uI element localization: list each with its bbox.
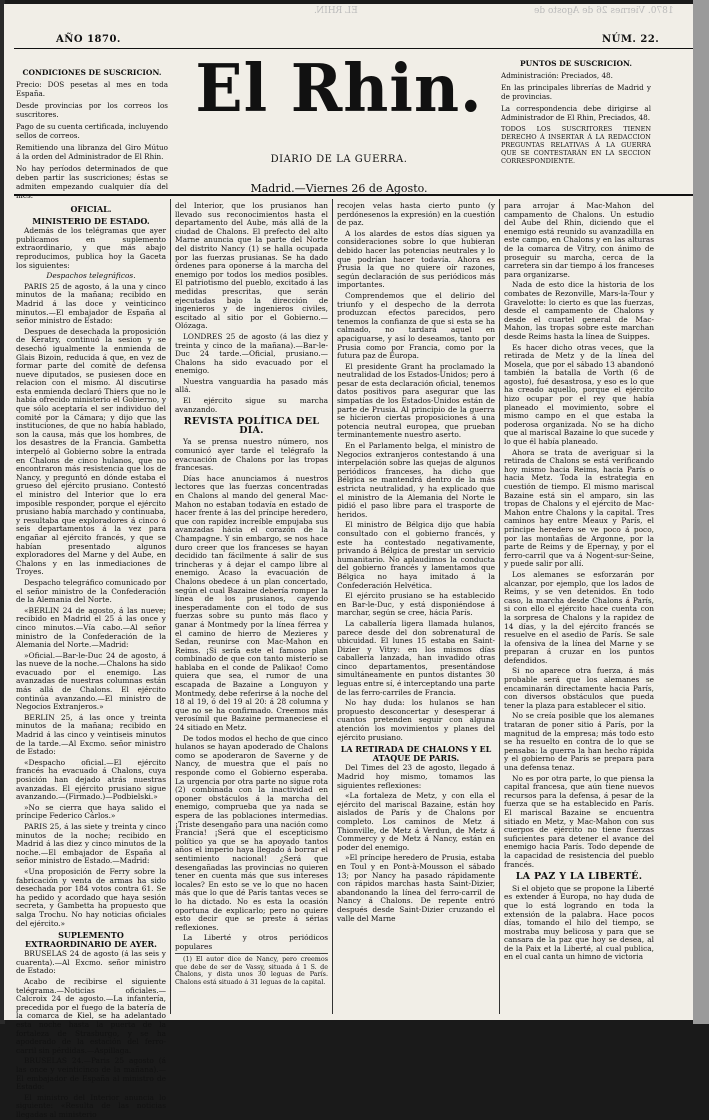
box-text: Pago de su cuenta certificada, incluyendo sellos de correos. xyxy=(16,122,168,140)
article-paragraph: recojen velas hasta cierto punto (y perdónesenos la expresión) en la cuestión de paz. xyxy=(337,201,495,228)
article-paragraph: Ahora se trata de averiguar si la retirada de Chalons se está verificando hoy mismo hacia Reims, hacia París o hacia Metz. Toda la estrategia en cuestión de tiempo. El mismo mariscal Bazaine está sin el amparo, sin las tropas de Chalons y el ejército de Mac-Mahon entre Chalons y la capital. Tres caminos hay entre Meaux y París, el príncipe heredero se ve poco á poco, por las montañas de Argonne, por la parte de Reims y de Epernay, y por el ferro-carril que va á Nogent-sur-Seine, y puede salir por allí. xyxy=(504,447,654,569)
article-paragraph: A los alardes de estos días siguen ya consideraciones sobre lo que hubieran debido hacer las potencias neutrales y lo que podrían hacer todavía. Ahora es Prusia la que no quiere oír razones, según declaración de sus periódicos más importantes. xyxy=(337,228,495,290)
bleed-through-date: 1870. Viernes 26 de Agosto de xyxy=(534,6,674,16)
article-paragraph: BRUSELAS 24 de agosto (á las seis y cuarenta).—Al Excmo. señor ministro de Estado: xyxy=(16,949,166,976)
article-paragraph: No se creía posible que los alemanes trataran de poner sitio á París, por la magnitud de la empresa; más todo esto se ha resuelto en contra de lo que se pensaba: la guerra la han hecho rápida y el gobierno de París se prepara para una defensa tenaz. xyxy=(504,711,654,772)
box-title: PUNTOS DE SUSCRICION. xyxy=(519,59,633,68)
article-paragraph: El ministro de Bélgica dijo que había consultado con el gobierno francés, y este ha contestado negativamente, privando á Bélgica de prestar un servicio humanitario. No aplaudimos la conducta del gobierno francés y lamentamos que Bélgica no haya imitado á la Confederación Helvética. xyxy=(337,520,495,590)
article-paragraph: Despues de desechada la proposición de Keratry, continuó la sesion y se desechó igualmente la enmienda de Glais Bizoin, reducida á que, en vez de formar parte del comité de defensa nueve diputados, se pusiesen doce en relacion con el mismo. Al discutirse esta enmienda declaró Thiers que no le había ofrecido ministerio el Gobierno, y que sólo aceptaría el ser individuo del comité por la Cámara; y dijo que las instituciones, de que no había hablado, son la causa, más que los hombres, de los desastres de la Francia. Gambetta interpeló al Gobierno sobre la entrada en Chalons de cinco hulanos, que no encontraron más resistencia que los de Nancy, y preguntó en dónde estaba el grueso del ejército prusiano. Contestó el ministro del Interior que lo era imposible responder, porque el ejército prusiano había marchado y continuaba, y resultaba que exploradores á cinco ó seis departamentos á la vez para engañar al ejército francés, y que se habían presentado algunos exploradores del Marne y del Aube, en Chalons y en las inmediaciones de Troyes. xyxy=(16,326,166,577)
box-text: Precio: DOS pesetas al mes en toda España. xyxy=(16,80,168,98)
article-paragraph: Además de los telégramas que ayer publicamos en suplemento extraordinario, y que más abajo reproducimos, publica hoy la Gaceta los siguientes: xyxy=(16,226,166,270)
article-paragraph: Acabo de recibirse el siguiente telégrama.—Noticias oficiales.—Calcroix 24 de agosto.—La infantería, precedida por el fuego de la batería de la comarca de Kiel, se ha adelantado esta noche hasta la puerta de la fortaleza de Strasburgo, y se ha apoderado de la estación del ferro-carril sin pérdidas.—Aspillaga. xyxy=(16,977,166,1055)
article-paragraph: »Oficial.—Bar-le-Duc 24 de agosto, á las nueve de la noche.—Chalons ha sido evacuado por el enemigo. Las avanzadas de nuestras columnas están más allá de Chalons. El ejército continúa avanzando.—El ministro de Negocios Extranjeros.» xyxy=(16,650,166,712)
article-paragraph: De todos modos el hecho de que cinco hulanos se hayan apoderado de Chalons como se apoderaron de Saverne y de Nancy, de muestra que el país no responde como el Gobierno esperaba. La urgencia por otra parte no sigue rota (2) combinada con la inactividad en oponer obstáculos á la marcha del enemigo, comprueba que ya nada se espera de las poblaciones intermedias. ¡Triste desengaño para una nación como Francia! ¡Será que el escepticismo político ya que se ha apoyado tantos años el imperio haya llegado á borrar el sentimiento nacional! ¿Será que desengañadas las provincias no quieren tener en cuenta más que sus intereses locales? En esto se ve lo que no hacen más que lo que dé París tantas veces se lo ha dictado. No es esta la ocasión oportuna de explicarlo; pero no quiere esto decir que se preste á sérias reflexiones. xyxy=(175,733,328,932)
article-paragraph: Nuestra vanguardia ha pasado más allá. xyxy=(175,376,328,395)
section-heading: OFICIAL. xyxy=(70,204,112,214)
newspaper-page xyxy=(4,4,704,1119)
article-paragraph: «Una proposición de Ferry sobre la fabricación y venta de armas ha sido desechada por 184 votos contra 61. Se ha pedido y acordado que haya sesión secreta, y Gambetta ha propuesto que salga Trochu. No hay noticias oficiales del ejército.» xyxy=(16,866,166,928)
masthead-subtitle: DIARIO DE LA GUERRA. xyxy=(270,154,408,165)
column-divider xyxy=(499,199,500,1014)
article-paragraph: Ya se prensa nuestro número, nos comunicó ayer tarde el telégrafo la evacuación de Chalons por las tropas francesas. xyxy=(175,437,328,473)
box-title: CONDICIONES DE SUSCRICION. xyxy=(22,68,162,77)
article-paragraph: »No se cierra que haya salido el príncipe Federico Cárlos.» xyxy=(16,802,166,821)
article-paragraph: Comprendemos que el delirio del triunfo y el despecho de la derrota produzcan efectos parecidos, pero tenemos la confianza de que si esta se ha calmado, no tardará aquel en apaciguarse, y así lo deseamos, tanto por Prusia como por Francia, como por la futura paz de Europa. xyxy=(337,290,495,361)
section-heading: LA RETIRADA DE CHALONS Y EL ATAQUE DE PARIS. xyxy=(340,744,492,763)
article-paragraph: «Despacho oficial.—El ejército francés ha evacuado á Chalons, cuya posición han dejado atrás nuestras avanzadas. El ejército prusiano sigue avanzando.—(Firmado.)—Podbielski.» xyxy=(16,757,166,802)
dateline: Madrid.—Viernes 26 de Agosto. xyxy=(250,182,428,195)
masthead-title: El Rhin. xyxy=(195,50,483,127)
article-paragraph: Días hace anunciamos á nuestros lectores que las fuerzas concentradas en Chalons al mando del general Mac-Mahon no estaban todavía en estado de hacer frente á las del príncipe heredero, que con rapidez increíble empujaba sus avanzadas hácia el corazón de la Champagne. Y sin embargo, se nos hace duro creer que los franceses se hayan decidido tan fácilmente á salir de sus trincheras y á dejar el campo libre al enemigo. Acaso la evacuación de Chalons obedece á un plan concertado, según el cual Bazaine debería romper la línea de los prusianos, cayendo inesperadamente con el todo de sus fuerzas sobre su punto más flaco y ganar á Montmedy por la línea férrea y el camino de hierro de Mezieres y Sedan, reunirse con Mac-Mahon en Reims. ¡Si sería este el famoso plan combinado de que con tanto misterio se hablaba en el conde de Palikao! Como quiera que sea, el rumor de una escapada de Bazaine a Longuyon y Montmedy, debe referirse á la noche del 18 al 19, ó del 19 al 20: á 28 columna y que no se ha confirmado. Creemos más verosímil que Bazaine permaneciese el 24 sitiado en Metz. xyxy=(175,473,328,733)
section-heading: LA PAZ Y LA LIBERTÉ. xyxy=(515,871,643,883)
article-paragraph: PARIS 25, á las siete y treinta y cinco minutos de la noche; recibido en Madrid á las diez y cinco minutos de la noche.—El embajador de España al señor ministro de Estado.—Madrid: xyxy=(16,821,166,866)
box-text: La correspondencia debe dirigirse al Administrador de El Rhin, Preciados, 48. xyxy=(501,104,651,122)
issue-number: NÚM. 22. xyxy=(602,34,660,45)
article-paragraph: PARIS 25 de agosto, á la una y cinco minutos de la mañana; recibido en Madrid á las doce y veinticinco minutos.—El embajador de España al señor ministro de Estado: xyxy=(16,281,166,326)
article-paragraph: LONDRES 25 de agosto (á las diez y treinta y cinco de la mañana).—Bar-le-Duc 24 tarde.—Oficial, prusiano.—Chalons ha sido evacuado por el enemigo. xyxy=(175,331,328,376)
year-label: AÑO 1870. xyxy=(56,34,121,45)
article-paragraph: El ministro del Interior anuncia lo siguiente: «Resulta de las noticias llegadas al ministerio xyxy=(16,1092,166,1119)
section-heading: MINISTERIO DE ESTADO. xyxy=(32,215,150,226)
article-paragraph: No hay duda: los hulanos se han propuesto desconcertar y desesperar á cuantos pretenden seguir con alguna atención los movimientos y planes del ejército prusiano. xyxy=(337,698,495,742)
column-4 xyxy=(504,202,654,1017)
section-heading: SUPLEMENTO EXTRAORDINARIO DE AYER. xyxy=(25,930,157,949)
box-text: Remitiendo una libranza del Giro Mútuo á la orden del Administrador de El Rhin. xyxy=(16,143,168,161)
column-divider xyxy=(332,199,333,1014)
article-paragraph: La Liberté y otros periódicos populares xyxy=(175,933,328,951)
article-paragraph: El presidente Grant ha proclamado la neutralidad de los Estados-Unidos; pero á pesar de esta declaración oficial, tenemos datos positivos para asegurar que las simpatías de los Estados-Unidos están de parte de Prusia. Al principio de la guerra se hicieron ciertas proposiciones á una potencia neutral europea, que prueban terminantemente nuestro aserto. xyxy=(337,361,495,440)
article-paragraph: «La fortaleza de Metz, y con ella el ejército del mariscal Bazaine, están hoy aislados de París y de Chalons por completo. Los caminos de Metz á Thionville, de Metz á Verdun, de Metz á Commercy y de Metz á Nancy, están en poder del enemigo. xyxy=(337,791,495,852)
article-paragraph: «BERLIN 24 de agosto, á las nueve; recibido en Madrid el 25 á las once y cinco minutos.—Vía cabo.—Al señor ministro de la Confederación de la Alemania del Norte.—Madrid: xyxy=(16,605,166,650)
article-paragraph: para arrojar á Mac-Mahon del campamento de Chalons. Un estudio del Aube del Rhin, diciendo que el enemigo está reunido su avanzadilla en este campo, en Chalons y en las alturas de la comarca de Vitry, con ánimo de proseguir su marcha, cerca de la carretera sin dar tiempo á los franceses para organizarse. xyxy=(504,201,654,279)
box-text: Desde provincias por los correos los suscritores. xyxy=(16,101,168,119)
top-rule xyxy=(14,48,696,49)
box-text: TODOS LOS SUSCRITORES TIENEN DERECHO Á INSERTAR Á LA REDACCION PREGUNTAS RELATIVAS Á LA GUERRA QUE SE CONTESTARÁN EN LA SECCION CORRESPONDIENTE. xyxy=(501,125,651,165)
column-divider xyxy=(170,199,171,1014)
article-paragraph: No es por otra parte, lo que piensa la capital francesa, que aún tiene nuevos recursos para la defensa, á pesar de la fuerza que se ha establecido en París. El mariscal Bazaine se encuentra sitiado en Metz, y Mac-Mahon con sus cuerpos de ejército no tiene fuerzas suficientes para detener el avance del enemigo hacia París. Todo depende de la capacidad de resistencia del pueblo francés. xyxy=(504,773,654,869)
box-text: No hay períodos determinados de que deben partir las suscriciones; éstas se admiten empezando cualquier día del xyxy=(16,164,168,191)
box-text: En las principales librerías de Madrid y de provincias. xyxy=(501,83,651,101)
article-paragraph: del Interior, que los prusianos han llevado sus reconocimientos hasta el departamento del Aube, más allá de la ciudad de Chalons. El prefecto del alto Marne anuncia que la parte del Norte del distrito Nancy (1) se halla ocupada por las fuerzas prusianas. Se ha dado órdenes para oponerse á la marcha del enemigo por todos los medios posibles. El patriotismo del pueblo, excitado á las medidas prescritas, que serán ejecutadas bajo la dirección de ingenieros y de ingenieros civiles, escitado al sitio por el Gobierno.—Olózaga. xyxy=(175,201,328,331)
section-heading: REVISTA POLÍTICA DEL DIA. xyxy=(183,416,320,436)
article-paragraph: El ejército prusiano se ha establecido en Bar-le-Duc, y está disponiéndose á marchar, según se cree, hácia París. xyxy=(337,591,495,618)
column-1 xyxy=(16,202,166,1119)
article-paragraph: La caballería ligera llamada hulanos, parece desde del don sobrenatural de ubicuidad. El lunes 15 estaba en Saint-Dizier y Vitry: en los mismos días caballería lanzada, han invadido otras cinco departamentos, presentándose simultáneamente en puntos distantes 30 leguas entre sí, é interceptando una parte de las ferro-carriles de Francia. xyxy=(337,618,495,697)
subscription-conditions-box xyxy=(16,68,168,203)
article-paragraph: Si no aparece otra fuerza, á más probable será que los alemanes se encaminarán directamente hacia París, con diversos obstáculos que pueda tener la plaza para establecer el sitio. xyxy=(504,666,654,710)
column-2 xyxy=(175,202,328,1017)
column-3 xyxy=(337,202,495,1017)
article-paragraph: El ejército sigue su marcha avanzando. xyxy=(175,396,328,414)
article-paragraph: Es hacer dicho otras veces, que la retirada de Metz y de la línea del Mosela, que por el sábado 13 abandonó también la batalla de Vorth (6 de agosto), fué desastrosa, y eso es lo que ha creado aquello, porque el ejército hizo ocupar por el rey que había planeado el movimiento, sobre el mismo campo en el que estaba la poderosa organizada. No se ha dicho que al mariscal Bazaine lo que sucede y lo que él había planeado. xyxy=(504,342,654,447)
article-paragraph: BERLIN 25, á las once y treinta minutos de la mañana; recibido en Madrid á las cinco y veintiseis minutos de la tarde.—Al Excmo. señor ministro de Estado: xyxy=(16,712,166,757)
footnote: (1) El autor dice de Nancy, pero creemos que debe de ser de Vassy, situada á 1 S. de Chalons, y dista unos 30 leguas de París. Chalons está situado á 31 leguas de la capital. xyxy=(175,955,328,986)
article-paragraph: BRUSELAS 24.—Paris 25 agosto (á las once y veinticinco de la mañana).—El embajador de España al ministro de Estado: xyxy=(16,1056,166,1092)
subscription-points-box xyxy=(501,59,651,168)
bleed-through-title: EL RHIN. xyxy=(314,6,358,16)
scan-right-edge xyxy=(693,0,709,1024)
article-paragraph: Los alemanes se esforzarán por alcanzar, por ejemplo, que los lados de Reims, y se ven detenidos. En todo caso, la marcha desde Chalons á París, si con ello el ejército hace cuenta con la sorpresa de Chalons y la rapidez de 14 días, y la del ejército francés se resuelve en el asedio de París. Se sale la ofensiva de la línea del Marne y se preparan á cruzar en los puntos defendidos. xyxy=(504,569,654,665)
article-paragraph: Si el objeto que se propone la Liberté es extender á Europa, no hay duda de que lo está logrando en toda la extensión de la palabra. Hace pocos días, tomando el hilo del tiempo, se mostraba muy belicosa y para que se cansara de la paz que hoy se desea, al de la Paix et la Liberté, al cual publica, en el cual canta un himno de victoria xyxy=(504,883,654,962)
article-paragraph: »El príncipe heredero de Prusia, estaba en Toul y en Pont-à-Mousson el sábado 13; por Nancy ha pasado rápidamente con rápidos marchas hasta Saint-Dizier, abandonando la línea del ferro-carril de Nancy á Chalons. De repente entró después desde Saint-Dizier cruzando el valle del Marne xyxy=(337,853,495,923)
subheading: Despachos telegráficos. xyxy=(46,271,136,281)
box-text: Administración: Preciados, 48. xyxy=(501,71,613,80)
article-paragraph: Despacho telegráfico comunicado por el señor ministro de la Confederación de la Alemania del Norte. xyxy=(16,577,166,605)
article-paragraph: Nada de esto dice la historia de los combates de Rezonville, Mars-la-Tour y Gravelotte: lo cierto es que las fuerzas, desde el campamento de Chalons y desde el cuartel general de Mac-Mahon, las tropas sobre este marchan desde Reims hasta la línea de Suippes. xyxy=(504,280,654,341)
article-paragraph: Del Times del 23 de agosto, llegado á Madrid hoy mismo, tomamos las siguientes reflexiones: xyxy=(337,763,495,790)
article-paragraph: En el Parlamento belga, el ministro de Negocios extranjeros contestando á una interpelación sobre las quejas de algunos periódicos franceses, ha dicho que Bélgica se mantendrá dentro de la más estricta neutralidad, y ha explicado que el ministro de la Alemania del Norte le pidió el paso libre para el trasporte de heridos. xyxy=(337,441,495,519)
